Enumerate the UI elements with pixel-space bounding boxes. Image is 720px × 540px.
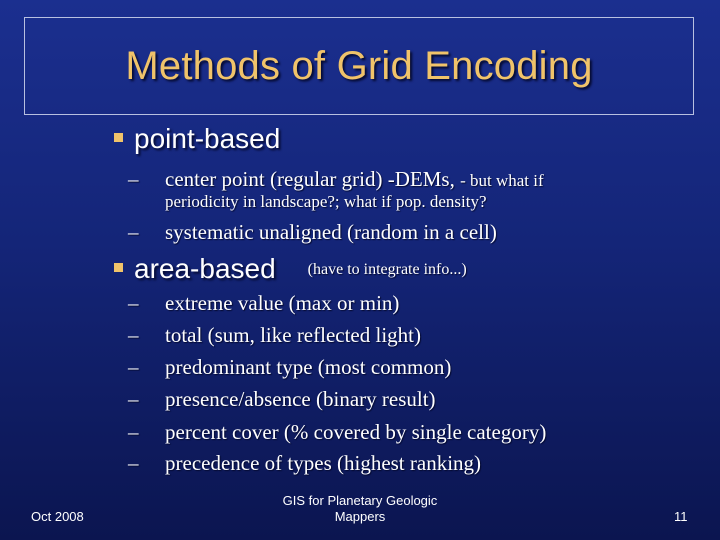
slide-title: Methods of Grid Encoding xyxy=(125,43,593,88)
area-based-note: (have to integrate info...) xyxy=(307,261,467,278)
dash-marker: – xyxy=(128,387,139,411)
bullet-point-based xyxy=(114,123,280,155)
area-item xyxy=(128,323,421,348)
dash-marker: – xyxy=(128,420,139,444)
area-item xyxy=(128,451,481,476)
dash-marker: – xyxy=(128,220,139,244)
page-number: 11 xyxy=(674,509,688,524)
area-item-text: total (sum, like reflected light) xyxy=(165,323,421,347)
footer-date: Oct 2008 xyxy=(31,509,84,524)
area-item xyxy=(128,291,399,316)
area-item-text: presence/absence (binary result) xyxy=(165,387,436,411)
dash-marker: – xyxy=(128,355,139,379)
area-item xyxy=(128,355,451,380)
dash-marker: – xyxy=(128,291,139,315)
area-item-text: predominant type (most common) xyxy=(165,355,452,379)
square-bullet-icon xyxy=(114,263,123,272)
area-item xyxy=(128,387,436,412)
footer-title xyxy=(260,493,460,525)
sub1-main-text: center point (regular grid) -DEMs, xyxy=(165,167,455,191)
footer-title-line2: Mappers xyxy=(334,509,386,524)
title-box xyxy=(24,17,694,115)
square-bullet-icon xyxy=(114,133,123,142)
area-item-text: extreme value (max or min) xyxy=(165,291,400,315)
dash-marker: – xyxy=(128,323,139,347)
bullet-area-based xyxy=(114,253,467,285)
point-based-label: point-based xyxy=(134,123,281,154)
area-based-label: area-based xyxy=(134,253,276,284)
area-item-text: percent cover (% covered by single category) xyxy=(165,420,547,444)
dash-marker: – xyxy=(128,451,139,475)
area-item xyxy=(128,420,546,445)
sub2-text: systematic unaligned (random in a cell) xyxy=(165,220,497,244)
area-item-text: precedence of types (highest ranking) xyxy=(165,451,482,475)
point-based-sub1 xyxy=(128,167,544,192)
point-based-sub2 xyxy=(128,220,497,245)
footer-title-line1: GIS for Planetary Geologic xyxy=(282,493,438,508)
sub1-small-text: - but what if xyxy=(460,171,544,190)
point-based-sub1-cont: periodicity in landscape?; what if pop. density? xyxy=(165,192,487,211)
dash-marker: – xyxy=(128,167,139,191)
